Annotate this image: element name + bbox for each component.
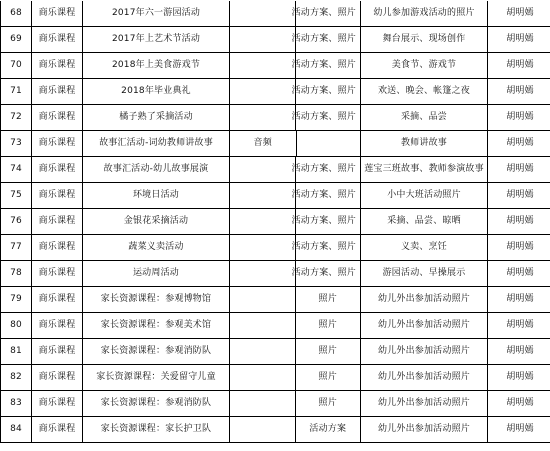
material-type-left-part [230, 261, 295, 286]
table-row [1, 339, 550, 365]
activity-name-cell: 金银花采摘活动 [83, 209, 230, 235]
material-content-cell: 美食节、游戏节 [361, 53, 488, 79]
material-type-left-part [230, 27, 295, 52]
category-cell: 商乐课程 [32, 27, 83, 53]
activity-name-cell: 家长资源课程：参观消防队 [83, 391, 230, 417]
activity-name-cell: 故事汇活动-幼儿故事展演 [83, 157, 230, 183]
material-type-split [230, 105, 360, 130]
material-type-split [230, 79, 360, 104]
material-type-cell [230, 157, 361, 183]
material-content-cell: 幼儿外出参加活动照片 [361, 365, 488, 391]
teacher-cell: 胡明嫣 [488, 417, 550, 443]
material-type-cell [230, 339, 361, 365]
material-type-left-part [230, 1, 295, 26]
category-cell: 商乐课程 [32, 79, 83, 105]
material-content-cell: 游园活动、早操展示 [361, 261, 488, 287]
material-type-label: 照片 [318, 294, 337, 304]
material-type-cell [230, 1, 361, 27]
material-type-cell [230, 365, 361, 391]
teacher-cell: 胡明嫣 [488, 157, 550, 183]
material-type-label: 活动方案、照片 [291, 190, 356, 200]
material-type-split [230, 365, 360, 390]
teacher-cell: 胡明嫣 [488, 313, 550, 339]
category-cell: 商乐课程 [32, 365, 83, 391]
category-cell: 商乐课程 [32, 1, 83, 27]
material-type-left-part [230, 235, 295, 260]
material-content-cell: 教师讲故事 [361, 131, 488, 157]
material-type-left-part [230, 79, 295, 104]
material-type-right-part [295, 339, 361, 364]
teacher-cell: 胡明嫣 [488, 339, 550, 365]
material-type-left-part [230, 105, 295, 130]
table-row [1, 183, 550, 209]
activity-name-cell: 2018年毕业典礼 [83, 79, 230, 105]
row-number-cell: 69 [1, 27, 32, 53]
material-type-cell [230, 417, 361, 443]
material-type-label: 活动方案、照片 [291, 34, 356, 44]
material-content-cell: 舞台展示、现场创作 [361, 27, 488, 53]
material-type-cell [230, 261, 361, 287]
activity-name-cell: 家长资源课程：参观美术馆 [83, 313, 230, 339]
row-number-cell: 80 [1, 313, 32, 339]
activity-name-cell: 家长资源课程：关爱留守儿童 [83, 365, 230, 391]
material-type-right-part [296, 131, 361, 156]
teacher-cell: 胡明嫣 [488, 261, 550, 287]
material-type-right-part [295, 417, 361, 442]
material-type-left-part [230, 209, 295, 234]
row-number-cell: 76 [1, 209, 32, 235]
activity-name-cell: 家长资源课程：家长护卫队 [83, 417, 230, 443]
material-type-cell [230, 131, 361, 157]
material-type-label: 活动方案 [309, 424, 347, 434]
material-type-cell [230, 27, 361, 53]
row-number-cell: 82 [1, 365, 32, 391]
material-type-right-part [295, 365, 361, 390]
row-number-cell: 74 [1, 157, 32, 183]
material-content-cell: 幼儿外出参加活动照片 [361, 313, 488, 339]
teacher-cell: 胡明嫣 [488, 1, 550, 27]
category-cell: 商乐课程 [32, 131, 83, 157]
material-type-cell [230, 391, 361, 417]
activity-name-cell: 橘子熟了采摘活动 [83, 105, 230, 131]
table-row [1, 417, 550, 443]
material-type-label: 活动方案、照片 [291, 268, 356, 278]
row-number-cell: 81 [1, 339, 32, 365]
material-content-cell: 幼儿外出参加活动照片 [361, 417, 488, 443]
material-type-label: 照片 [318, 398, 337, 408]
material-type-split [230, 313, 360, 338]
material-content-cell: 幼儿外出参加活动照片 [361, 391, 488, 417]
material-type-split [230, 53, 360, 78]
material-type-label: 活动方案、照片 [291, 86, 356, 96]
material-type-label: 活动方案、照片 [291, 216, 356, 226]
category-cell: 商乐课程 [32, 339, 83, 365]
material-type-left-part [230, 417, 295, 442]
category-cell: 商乐课程 [32, 157, 83, 183]
category-cell: 商乐课程 [32, 417, 83, 443]
material-type-left-part [230, 339, 295, 364]
activity-name-cell: 家长资源课程：参观博物馆 [83, 287, 230, 313]
material-type-split [230, 261, 360, 286]
category-cell: 商乐课程 [32, 261, 83, 287]
material-type-left-part [230, 183, 295, 208]
material-type-label: 活动方案、照片 [291, 8, 356, 18]
activity-name-cell: 2018年上美食游戏节 [83, 53, 230, 79]
material-content-cell: 幼儿参加游戏活动的照片 [361, 1, 488, 27]
teacher-cell: 胡明嫣 [488, 79, 550, 105]
material-content-cell: 小中大班活动照片 [361, 183, 488, 209]
category-cell: 商乐课程 [32, 235, 83, 261]
teacher-cell: 胡明嫣 [488, 365, 550, 391]
material-type-left-part [230, 131, 296, 156]
material-type-split [230, 391, 360, 416]
row-number-cell: 84 [1, 417, 32, 443]
material-type-split [230, 209, 360, 234]
material-type-cell [230, 313, 361, 339]
activity-name-cell: 2017年上艺术节活动 [83, 27, 230, 53]
material-content-cell: 幼儿外出参加活动照片 [361, 287, 488, 313]
row-number-cell: 73 [1, 131, 32, 157]
row-number-cell: 70 [1, 53, 32, 79]
material-type-label: 活动方案、照片 [291, 112, 356, 122]
activity-name-cell: 家长资源课程：参观消防队 [83, 339, 230, 365]
teacher-cell: 胡明嫣 [488, 183, 550, 209]
table-row [1, 287, 550, 313]
table-row [1, 79, 550, 105]
category-cell: 商乐课程 [32, 183, 83, 209]
activity-name-cell: 环境日活动 [83, 183, 230, 209]
material-type-cell [230, 53, 361, 79]
material-type-label: 照片 [318, 320, 337, 330]
table-row [1, 105, 550, 131]
teacher-cell: 胡明嫣 [488, 53, 550, 79]
material-type-split [230, 417, 360, 442]
material-content-cell: 采摘、品尝 [361, 105, 488, 131]
table-row [1, 27, 550, 53]
material-type-cell [230, 183, 361, 209]
table-row [1, 391, 550, 417]
category-cell: 商乐课程 [32, 391, 83, 417]
table-row [1, 235, 550, 261]
material-type-left-part [230, 391, 295, 416]
row-number-cell: 79 [1, 287, 32, 313]
teacher-cell: 胡明嫣 [488, 287, 550, 313]
material-content-cell: 采摘、品尝、晾晒 [361, 209, 488, 235]
row-number-cell: 77 [1, 235, 32, 261]
material-type-left-part [230, 287, 295, 312]
material-type-label: 活动方案、照片 [291, 60, 356, 70]
material-type-split [230, 235, 360, 260]
material-type-split [230, 157, 360, 182]
material-type-label: 活动方案、照片 [291, 164, 356, 174]
material-type-cell [230, 235, 361, 261]
table-row [1, 53, 550, 79]
activity-name-cell: 蔬菜义卖活动 [83, 235, 230, 261]
activity-name-cell: 运动周活动 [83, 261, 230, 287]
material-type-split [230, 1, 360, 26]
row-number-cell: 71 [1, 79, 32, 105]
material-type-label: 照片 [318, 372, 337, 382]
material-content-cell: 义卖、烹饪 [361, 235, 488, 261]
activity-table [0, 1, 550, 443]
material-type-label: 活动方案、照片 [291, 242, 356, 252]
activity-name-cell: 2017年六一游园活动 [83, 1, 230, 27]
table-row [1, 1, 550, 27]
category-cell: 商乐课程 [32, 313, 83, 339]
category-cell: 商乐课程 [32, 287, 83, 313]
row-number-cell: 68 [1, 1, 32, 27]
material-type-cell [230, 287, 361, 313]
material-type-cell [230, 79, 361, 105]
table-row [1, 365, 550, 391]
teacher-cell: 胡明嫣 [488, 391, 550, 417]
material-type-right-part [295, 313, 361, 338]
material-type-right-part [295, 391, 361, 416]
teacher-cell: 胡明嫣 [488, 131, 550, 157]
category-cell: 商乐课程 [32, 105, 83, 131]
material-content-cell: 莲宝三班故事、教师参演故事 [361, 157, 488, 183]
material-content-cell: 欢送、晚会、帐篷之夜 [361, 79, 488, 105]
material-type-split [230, 287, 360, 312]
material-type-left-part [230, 157, 295, 182]
row-number-cell: 78 [1, 261, 32, 287]
table-row [1, 157, 550, 183]
material-type-label: 照片 [318, 346, 337, 356]
teacher-cell: 胡明嫣 [488, 235, 550, 261]
material-type-split [230, 183, 360, 208]
material-type-split [230, 27, 360, 52]
category-cell: 商乐课程 [32, 209, 83, 235]
material-type-left-part [230, 365, 295, 390]
table-body [1, 1, 550, 443]
teacher-cell: 胡明嫣 [488, 105, 550, 131]
row-number-cell: 83 [1, 391, 32, 417]
teacher-cell: 胡明嫣 [488, 209, 550, 235]
row-number-cell: 72 [1, 105, 32, 131]
teacher-cell: 胡明嫣 [488, 27, 550, 53]
category-cell: 商乐课程 [32, 53, 83, 79]
material-type-left-part [230, 53, 295, 78]
table-row [1, 131, 550, 157]
material-type-right-part [295, 287, 361, 312]
material-type-split [230, 339, 360, 364]
row-number-cell: 75 [1, 183, 32, 209]
table-row [1, 261, 550, 287]
activity-name-cell: 故事汇活动-词幼教师讲故事 [83, 131, 230, 157]
material-type-left-part [230, 313, 295, 338]
material-type-cell [230, 105, 361, 131]
table-row [1, 209, 550, 235]
material-type-split [230, 131, 360, 156]
material-type-label: 音频 [253, 138, 272, 148]
material-content-cell: 幼儿外出参加活动照片 [361, 339, 488, 365]
table-row [1, 313, 550, 339]
material-type-cell [230, 209, 361, 235]
